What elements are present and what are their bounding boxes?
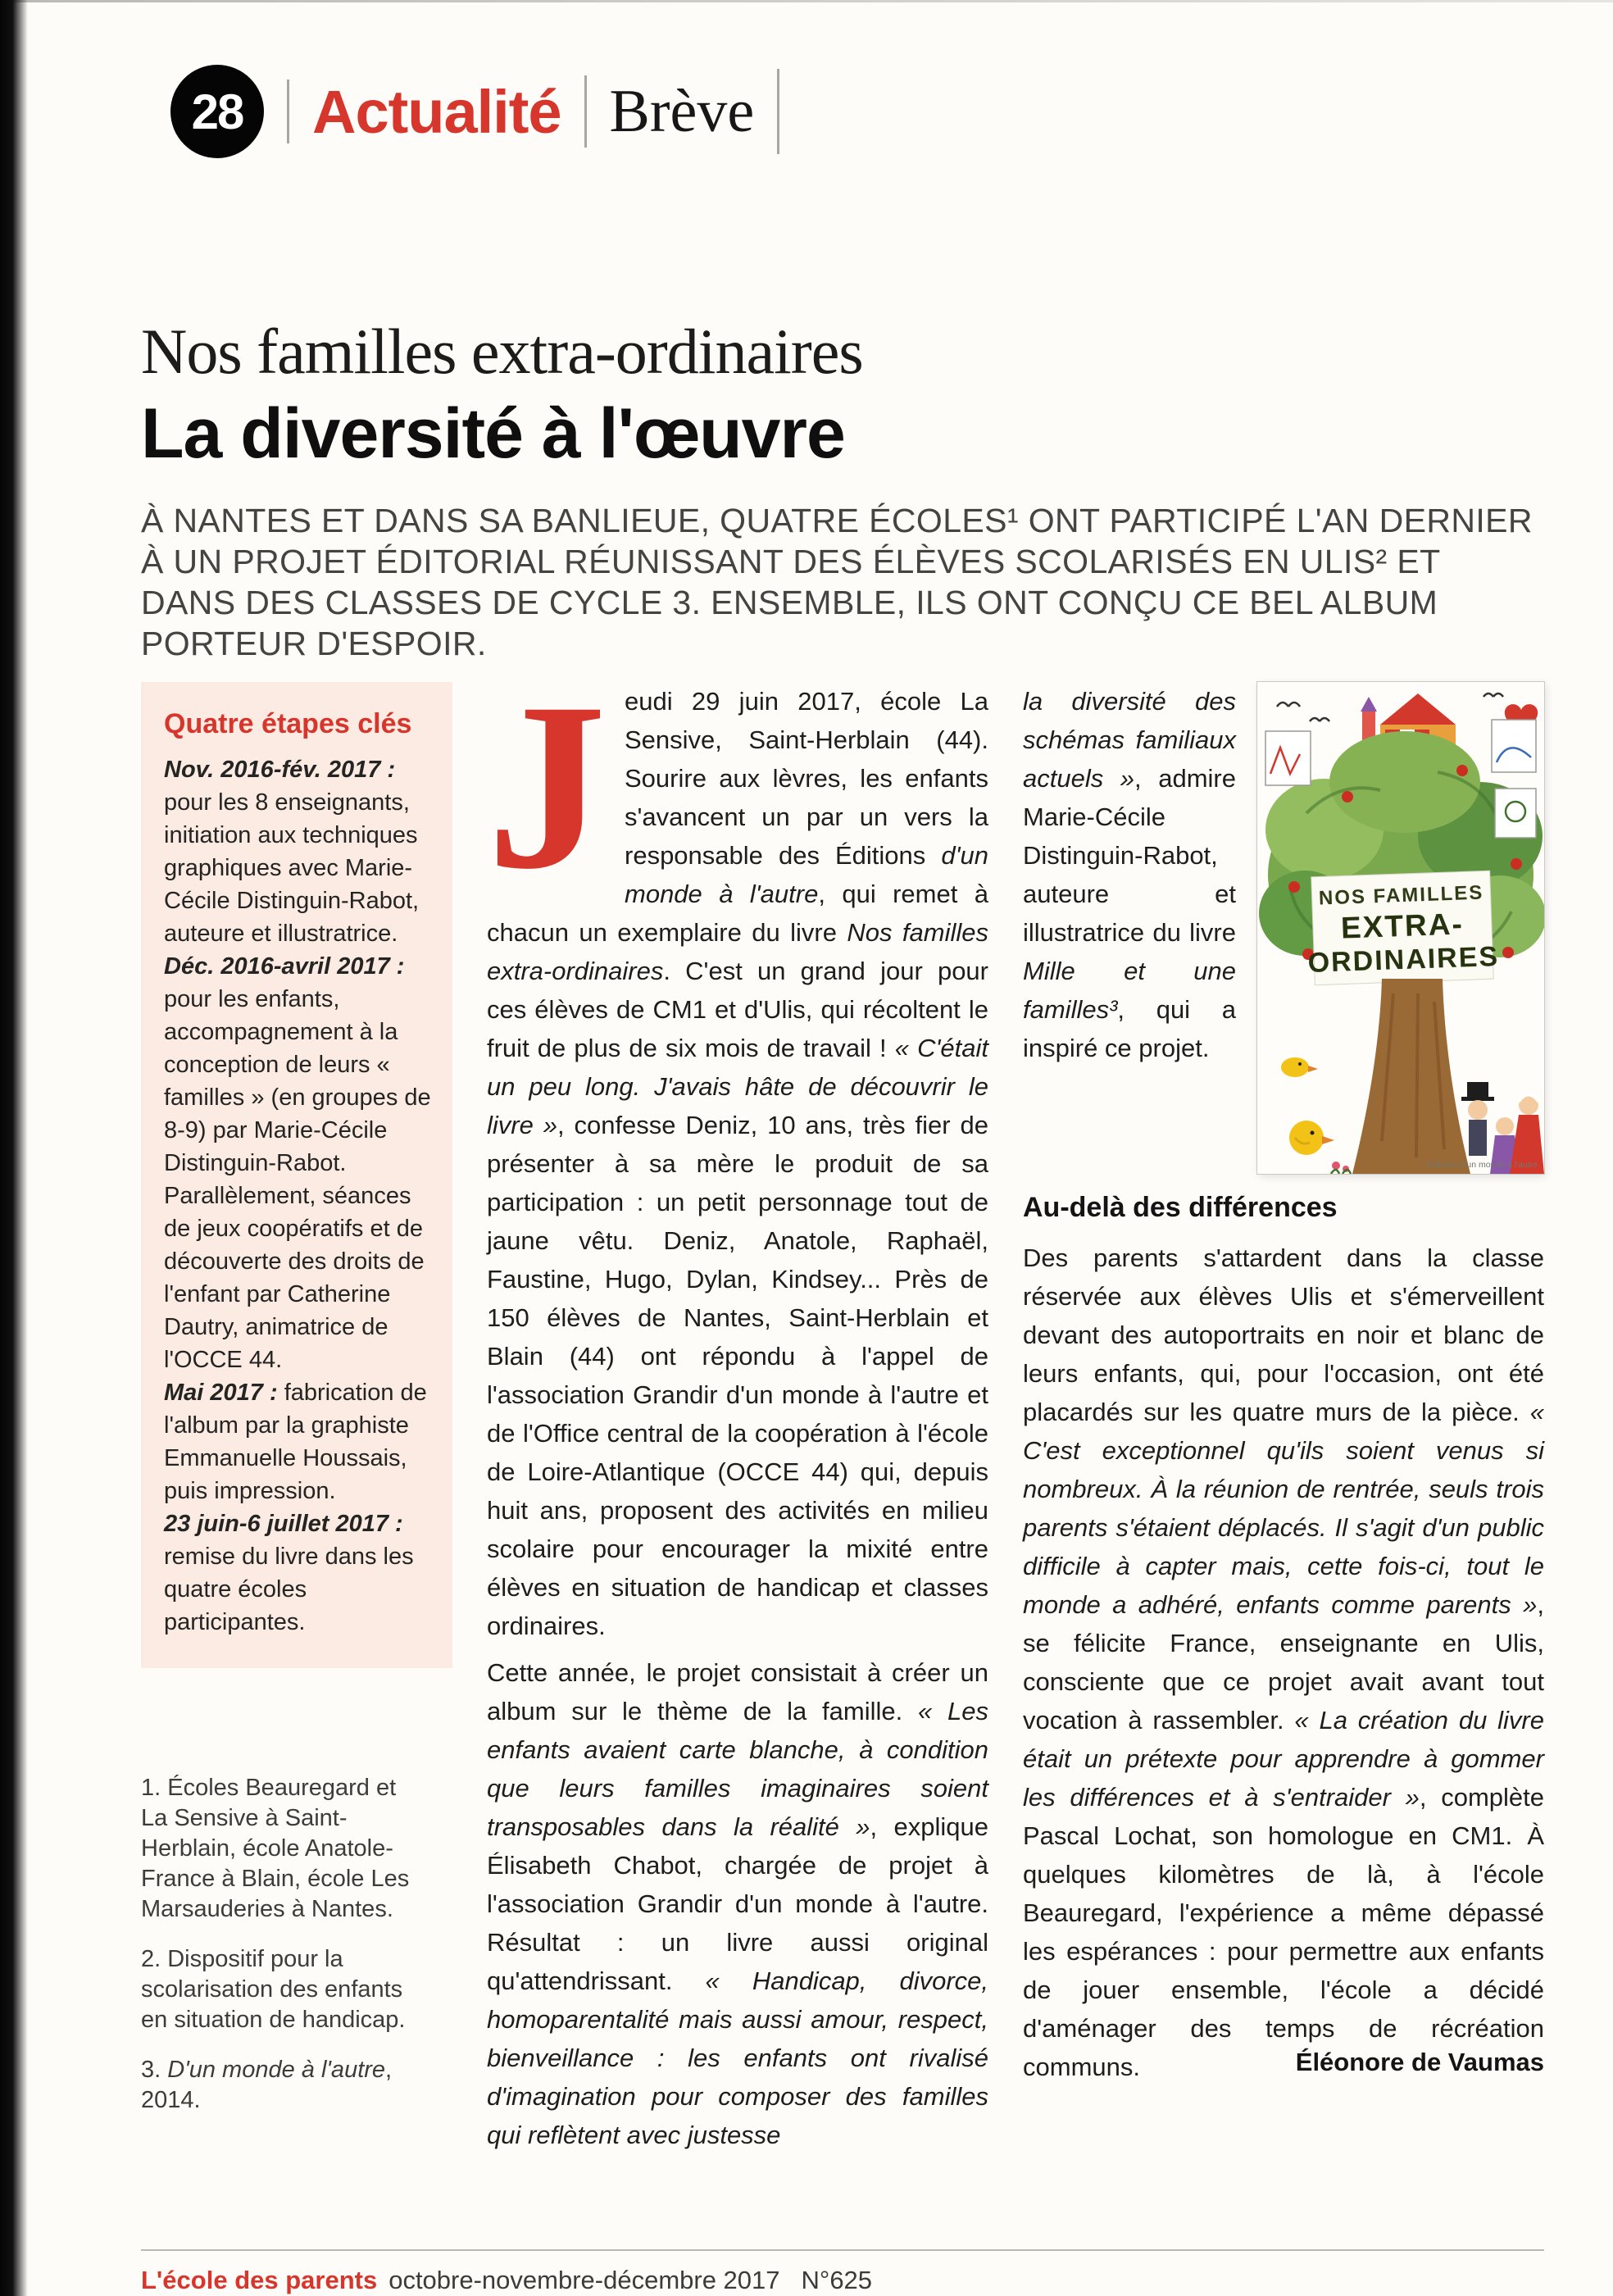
cover-title-line-1: EXTRA-: [1340, 907, 1465, 945]
sidebar-step-4: 23 juin-6 juillet 2017 : remise du livre dans les quatre écoles participantes.: [164, 1511, 414, 1635]
cover-title-line-2: ORDINAIRES: [1307, 940, 1500, 980]
author-byline: Éléonore de Vaumas: [1295, 2048, 1544, 2076]
standfirst: À NANTES ET DANS SA BANLIEUE, QUATRE ÉCOLES¹ ONT PARTICIPÉ L'AN DERNIER À UN PROJET ÉDITORIAL RÉUNISSANT DES ÉLÈVES SCOLARISÉS EN ULIS² ET DANS DES CLASSES DE CYCLE 3. ENSEMBLE, ILS ONT CONÇU CE BEL ALBUM PORTEUR D'ESPOIR.: [141, 502, 1533, 662]
section-label: Actualité: [312, 77, 561, 146]
footer-issue-number: N°625: [801, 2266, 873, 2294]
sidebar-step-1: Nov. 2016-fév. 2017 : pour les 8 enseignants, initiation aux techniques graphiques avec Marie-Cécile Distinguin-Rabot, auteure et illustratrice.: [164, 757, 420, 947]
article-paragraph-4: Des parents s'attardent dans la classe réservée aux élèves Ulis et s'émerveillent devant des autoportraits en noir et blanc de leurs enfants, qui, pour l'occasion, ont été placardés sur les quatre murs de la pièce. « C'est exceptionnel qu'ils soient venus si nombreux. À la réunion de rentrée, seuls trois parents s'étaient déplacés. Il s'agit d'un public difficile à capter mais, cette fois-ci, tout le monde a adhéré, enfants comme parents », se félicite France, enseignante en Ulis, consciente que ce projet avait avant tout vocation à rassembler. « La création du livre était un prétexte pour apprendre à gommer les différences et à s'entraider », complète Pascal Lochat, son homologue en CM1. À quelques kilomètres de là, à l'école Beauregard, l'expérience a même dépassé les espérances : pour permettre aux enfants de jouer ensemble, l'école a décidé d'aménager des temps de récréation communs.: [1023, 1243, 1545, 2081]
sidebar-title: Quatre étapes clés: [164, 708, 412, 739]
sidebar-box: [141, 682, 452, 1668]
article-kicker: Nos familles extra-ordinaires: [141, 316, 863, 387]
footer-rule: [141, 2249, 1544, 2251]
drop-cap: J: [487, 654, 607, 919]
footnote-2: 2. Dispositif pour la scolarisation des enfants en situation de handicap.: [141, 1946, 406, 2033]
right-column: [1023, 682, 1544, 2244]
footnote-3: 3. D'un monde à l'autre, 2014.: [141, 2057, 393, 2113]
header-divider: [584, 75, 587, 148]
cover-publisher: Éditions d'un monde à l'autre: [1427, 1160, 1538, 1170]
middle-column: [487, 654, 988, 2244]
footer-magazine-name: L'école des parents: [141, 2266, 378, 2294]
article-columns: [141, 654, 1545, 2244]
footer-issue-date: octobre-novembre-décembre 2017: [388, 2266, 780, 2294]
section-subhead: Au-delà des différences: [1023, 1192, 1338, 1223]
article-paragraph-3: la diversité des schémas familiaux actuels », admire Marie-Cécile Distinguin-Rabot, auteure et illustratrice du livre Mille et une familles³, qui a inspiré ce projet.: [1023, 687, 1236, 1062]
book-cover-illustration: [1257, 682, 1544, 1174]
scan-edge-top: [0, 0, 1613, 2]
book-cover-figure: [1257, 682, 1544, 1174]
footnotes: [141, 1773, 426, 2116]
article-title: La diversité à l'œuvre: [141, 394, 845, 473]
page-footer: [141, 2266, 872, 2295]
header-divider: [777, 69, 779, 154]
header-divider: [287, 80, 289, 143]
sidebar-step-2: Déc. 2016-avril 2017 : pour les enfants, accompagnement à la conception de leurs « familles » (en groupes de 8-9) par Marie-Cécile Distinguin-Rabot. Parallèlement, séances de jeux coopératifs et de découverte des droits de l'enfant par Catherine Dautry, animatrice de l'OCCE 44.: [164, 953, 431, 1373]
article-paragraph-1: [487, 654, 988, 1645]
article-paragraph-2: Cette année, le projet consistait à créer un album sur le thème de la famille. « Les enfants avaient carte blanche, à condition que leurs familles imaginaires soient transposables dans la réalité », explique Élisabeth Chabot, chargée de projet à l'association Grandir d'un monde à l'autre. Résultat : un livre aussi original qu'attendrissant. « Handicap, divorce, homoparentalité mais aussi amour, respect, bienveillance : les enfants ont rivalisé d'imagination pour composer des familles qui reflètent avec justesse: [487, 1658, 988, 2149]
header-bar: [170, 62, 779, 161]
sidebar-step-3: Mai 2017 : fabrication de l'album par la graphiste Emmanuelle Houssais, puis impression.: [164, 1380, 427, 1504]
scan-edge-left: [0, 0, 28, 2296]
paragraph-text: eudi 29 juin 2017, école La Sensive, Saint-Herblain (44). Sourire aux lèvres, les enfants s'avancent un par un vers la responsable des Éditions d'un monde à l'autre, qui remet à chacun un exemplaire du livre Nos familles extra-ordinaires. C'est un grand jour pour ces élèves de CM1 et d'Ulis, qui récoltent le fruit de plus de six mois de travail ! « C'était un peu long. J'avais hâte de découvrir le livre », confesse Deniz, 10 ans, très fier de présenter à sa mère le produit de sa participation : un petit personnage tout de jaune vêtu. Deniz, Anatole, Raphaël, Faustine, Hugo, Dylan, Kindsey... Près de 150 élèves de Nantes, Saint-Herblain et Blain (44) ont répondu à l'appel de l'association Grandir d'un monde à l'autre et de l'Office central de la coopération à l'école de Loire-Atlantique (OCCE 44) qui, depuis huit ans, proposent des activités en milieu scolaire pour encourager la mixité entre élèves en situation de handicap et classes ordinaires.: [487, 687, 988, 1640]
page-number-badge: 28: [170, 65, 264, 158]
cover-series-title: NOS FAMILLES: [1318, 881, 1484, 910]
footnote-1: 1. Écoles Beauregard et La Sensive à Saint-Herblain, école Anatole-France à Blain, école Les Marsauderies à Nantes.: [141, 1775, 410, 1922]
cover-title-block: [1305, 871, 1500, 985]
subsection-label: Brève: [609, 77, 755, 145]
left-column: [141, 682, 452, 2244]
